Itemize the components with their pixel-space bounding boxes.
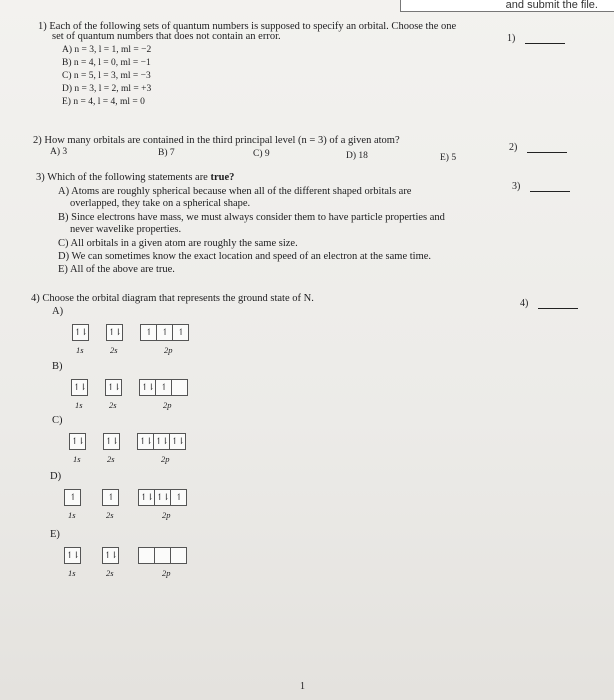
sublevel-label: 2p — [161, 454, 170, 464]
orbital-box: ↿⇂ — [71, 379, 88, 396]
banner-text: and submit the file. — [505, 0, 598, 11]
q1-answer-blank[interactable]: 1) — [507, 33, 565, 44]
orbital-box — [138, 547, 155, 564]
sublevel-label: 1s — [68, 568, 76, 578]
q2-option-b: B) 7 — [158, 148, 175, 158]
q4-choice-c-label: C) — [52, 415, 63, 426]
orbital-box: ↿⇂ — [154, 489, 171, 506]
sublevel-label: 2p — [162, 510, 171, 520]
orbital-box: ↿ — [140, 324, 157, 341]
q2-option-d: D) 18 — [346, 151, 368, 161]
orbital-box: ↿⇂ — [64, 547, 81, 564]
q1-option-a: A) n = 3, l = 1, ml = −2 — [62, 45, 152, 55]
sublevel-label: 2s — [106, 510, 114, 520]
q1-stem-line1: 1) Each of the following sets of quantum numbers is supposed to specify an orbital. Choose the one — [38, 21, 457, 32]
orbital-box: ↿⇂ — [138, 489, 155, 506]
orbital-box: ↿⇂ — [139, 379, 156, 396]
q3-answer-blank[interactable]: 3) — [512, 181, 570, 192]
orbital-box — [170, 547, 187, 564]
q4-answer-blank[interactable]: 4) — [520, 298, 578, 309]
sublevel-label: 2s — [110, 345, 118, 355]
q1-option-e: E) n = 4, l = 4, ml = 0 — [62, 97, 145, 107]
orbital-box: ↿⇂ — [69, 433, 86, 450]
q3-option-d: D) We can sometimes know the exact location and speed of an electron at the same time. — [58, 251, 432, 262]
q2-answer-blank[interactable]: 2) — [509, 142, 567, 153]
q4-choice-e-label: E) — [50, 529, 60, 540]
q2-stem: 2) How many orbitals are contained in the third principal level (n = 3) of a given atom? — [33, 135, 400, 146]
sublevel-label: 1s — [68, 510, 76, 520]
q4-choice-d-label: D) — [50, 471, 62, 482]
q3-option-b: B) Since electrons have mass, we must always consider them to have particle properties and — [58, 212, 445, 223]
orbital-box: ↿⇂ — [72, 324, 89, 341]
sublevel-label: 2s — [107, 454, 115, 464]
sublevel-label: 2s — [106, 568, 114, 578]
orbital-box: ↿ — [64, 489, 81, 506]
q4-choice-a-label: A) — [52, 306, 64, 317]
q2-option-c: C) 9 — [253, 149, 270, 159]
orbital-box: ↿⇂ — [106, 324, 123, 341]
orbital-box: ↿ — [156, 324, 173, 341]
sublevel-label: 1s — [73, 454, 81, 464]
orbital-box: ↿⇂ — [169, 433, 186, 450]
sublevel-label: 1s — [75, 400, 83, 410]
orbital-box: ↿⇂ — [103, 433, 120, 450]
q3-option-a-cont: overlapped, they take on a spherical shape. — [70, 198, 251, 209]
q4-choice-b-label: B) — [52, 361, 63, 372]
q1-option-b: B) n = 4, l = 0, ml = −1 — [62, 58, 151, 68]
sublevel-label: 2p — [163, 400, 172, 410]
orbital-box: ↿ — [102, 489, 119, 506]
sublevel-label: 2p — [164, 345, 173, 355]
q1-option-c: C) n = 5, l = 3, ml = −3 — [62, 71, 151, 81]
top-banner — [400, 0, 614, 12]
q3-option-c: C) All orbitals in a given atom are roughly the same size. — [58, 238, 298, 249]
orbital-box: ↿⇂ — [153, 433, 170, 450]
orbital-box — [154, 547, 171, 564]
orbital-box: ↿ — [172, 324, 189, 341]
sublevel-label: 1s — [76, 345, 84, 355]
q3-stem: 3) Which of the following statements are true? — [36, 172, 235, 183]
q3-option-b-cont: never wavelike properties. — [70, 224, 182, 235]
q2-option-a: A) 3 — [50, 147, 68, 157]
q1-option-d: D) n = 3, l = 2, ml = +3 — [62, 84, 152, 94]
sublevel-label: 2s — [109, 400, 117, 410]
q4-stem: 4) Choose the orbital diagram that represents the ground state of N. — [31, 293, 314, 304]
q2-option-e: E) 5 — [440, 153, 457, 163]
orbital-box: ↿ — [170, 489, 187, 506]
q1-stem-line2: set of quantum numbers that does not contain an error. — [52, 31, 281, 42]
sublevel-label: 2p — [162, 568, 171, 578]
orbital-box: ↿⇂ — [105, 379, 122, 396]
orbital-box: ↿⇂ — [102, 547, 119, 564]
q3-option-a: A) Atoms are roughly spherical because when all of the different shaped orbitals are — [58, 186, 412, 197]
orbital-box: ↿⇂ — [137, 433, 154, 450]
orbital-box: ↿ — [155, 379, 172, 396]
orbital-box — [171, 379, 188, 396]
q3-option-e: E) All of the above are true. — [58, 264, 175, 275]
page-number: 1 — [300, 681, 305, 692]
